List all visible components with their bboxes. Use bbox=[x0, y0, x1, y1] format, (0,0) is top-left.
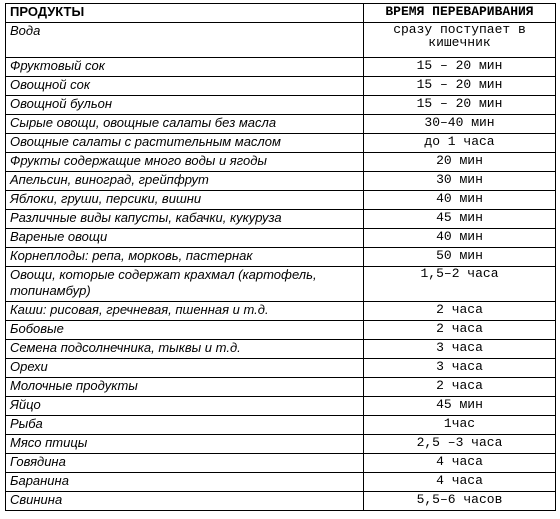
product-cell: Яйцо bbox=[6, 397, 364, 416]
table-row bbox=[6, 134, 556, 153]
time-cell: сразу поступает в кишечник bbox=[364, 23, 556, 58]
time-cell: 50 мин bbox=[364, 248, 556, 267]
product-cell: Различные виды капусты, кабачки, кукуруза bbox=[6, 210, 364, 229]
time-cell: до 1 часа bbox=[364, 134, 556, 153]
time-cell: 2 часа bbox=[364, 321, 556, 340]
table-row bbox=[6, 473, 556, 492]
product-cell: Вода bbox=[6, 23, 364, 58]
product-cell: Мясо птицы bbox=[6, 435, 364, 454]
time-cell: 15 – 20 мин bbox=[364, 77, 556, 96]
time-cell: 40 мин bbox=[364, 191, 556, 210]
product-cell: Фруктовый сок bbox=[6, 58, 364, 77]
table-row bbox=[6, 416, 556, 435]
table-row bbox=[6, 302, 556, 321]
column-header-time: ВРЕМЯ ПЕРЕВАРИВАНИЯ bbox=[364, 4, 556, 23]
table-row bbox=[6, 172, 556, 191]
product-cell: Свинина bbox=[6, 492, 364, 511]
product-cell: Овощные салаты с растительным маслом bbox=[6, 134, 364, 153]
time-cell: 20 мин bbox=[364, 153, 556, 172]
table-row bbox=[6, 115, 556, 134]
time-cell: 3 часа bbox=[364, 359, 556, 378]
time-cell: 40 мин bbox=[364, 229, 556, 248]
product-cell: Бобовые bbox=[6, 321, 364, 340]
table-row bbox=[6, 492, 556, 511]
product-cell: Яблоки, груши, персики, вишни bbox=[6, 191, 364, 210]
time-cell: 1,5–2 часа bbox=[364, 267, 556, 302]
product-cell: Корнеплоды: репа, морковь, пастернак bbox=[6, 248, 364, 267]
table-row bbox=[6, 58, 556, 77]
product-cell: Сырые овощи, овощные салаты без масла bbox=[6, 115, 364, 134]
time-cell: 15 – 20 мин bbox=[364, 58, 556, 77]
table-row bbox=[6, 340, 556, 359]
product-cell: Говядина bbox=[6, 454, 364, 473]
time-cell: 2 часа bbox=[364, 302, 556, 321]
time-cell: 15 – 20 мин bbox=[364, 96, 556, 115]
time-cell: 4 часа bbox=[364, 473, 556, 492]
table-row bbox=[6, 267, 556, 302]
product-cell: Овощи, которые содержат крахмал (картофель, топинамбур) bbox=[6, 267, 364, 302]
table-row bbox=[6, 96, 556, 115]
product-cell: Молочные продукты bbox=[6, 378, 364, 397]
product-cell: Вареные овощи bbox=[6, 229, 364, 248]
table-row bbox=[6, 153, 556, 172]
table-row bbox=[6, 321, 556, 340]
table-header-row bbox=[6, 4, 556, 23]
time-cell: 2 часа bbox=[364, 378, 556, 397]
time-cell: 5,5–6 часов bbox=[364, 492, 556, 511]
time-cell: 45 мин bbox=[364, 397, 556, 416]
table-row bbox=[6, 77, 556, 96]
time-cell: 4 часа bbox=[364, 454, 556, 473]
table-row bbox=[6, 397, 556, 416]
digestion-time-table bbox=[5, 3, 556, 511]
table-row bbox=[6, 359, 556, 378]
product-cell: Орехи bbox=[6, 359, 364, 378]
time-cell: 30 мин bbox=[364, 172, 556, 191]
time-cell: 2,5 –3 часа bbox=[364, 435, 556, 454]
product-cell: Овощной сок bbox=[6, 77, 364, 96]
table-row bbox=[6, 435, 556, 454]
table-row bbox=[6, 378, 556, 397]
product-cell: Баранина bbox=[6, 473, 364, 492]
product-cell: Каши: рисовая, гречневая, пшенная и т.д. bbox=[6, 302, 364, 321]
table-row bbox=[6, 229, 556, 248]
time-cell: 3 часа bbox=[364, 340, 556, 359]
table-row bbox=[6, 248, 556, 267]
time-cell: 45 мин bbox=[364, 210, 556, 229]
time-cell: 1час bbox=[364, 416, 556, 435]
product-cell: Фрукты содержащие много воды и ягоды bbox=[6, 153, 364, 172]
table-row bbox=[6, 454, 556, 473]
product-cell: Рыба bbox=[6, 416, 364, 435]
table-row bbox=[6, 191, 556, 210]
time-cell: 30–40 мин bbox=[364, 115, 556, 134]
product-cell: Семена подсолнечника, тыквы и т.д. bbox=[6, 340, 364, 359]
table-row bbox=[6, 210, 556, 229]
product-cell: Овощной бульон bbox=[6, 96, 364, 115]
product-cell: Апельсин, виноград, грейпфрут bbox=[6, 172, 364, 191]
table-row bbox=[6, 23, 556, 58]
column-header-product: ПРОДУКТЫ bbox=[6, 4, 364, 23]
